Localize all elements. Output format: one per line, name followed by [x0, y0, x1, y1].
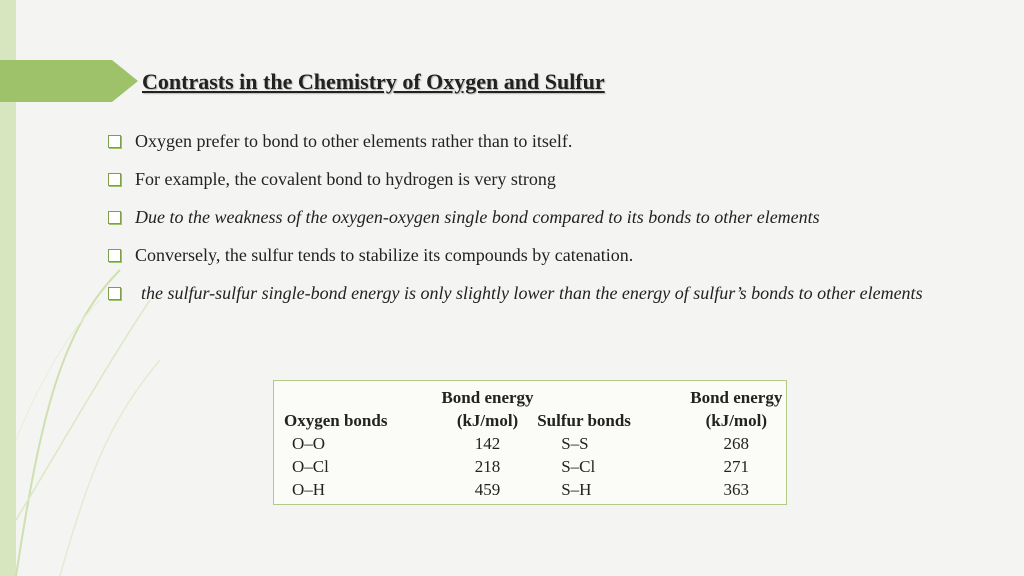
- bullet-item: [106, 274, 966, 312]
- bullet-item: [106, 160, 966, 198]
- oxygen-bond-cell: O–Cl: [292, 456, 329, 476]
- sulfur-energy-cell: 363: [723, 479, 750, 499]
- sulfur-energy-cell: 268: [723, 433, 750, 453]
- bullet-item: [106, 122, 966, 160]
- table-row: [280, 455, 786, 478]
- sulfur-energy-cell: 271: [723, 456, 750, 476]
- oxygen-bond-cell: O–O: [292, 433, 326, 453]
- bond-energy-table: [280, 386, 786, 501]
- title-accent-tab: [0, 60, 138, 102]
- header-bond-energy-sulfur: Bond energy: [690, 387, 783, 407]
- checkbox-square-icon: [108, 135, 121, 148]
- oxygen-energy-cell: 218: [474, 456, 501, 476]
- oxygen-energy-cell: 459: [474, 479, 501, 499]
- checkbox-square-icon: [108, 173, 121, 186]
- bullet-text: Conversely, the sulfur tends to stabilize its compounds by catenation.: [135, 245, 634, 265]
- checkbox-square-icon: [108, 287, 121, 300]
- bullet-text: the sulfur-sulfur single-bond energy is only slightly lower than the energy of sulfur’s bonds to other elements: [141, 283, 923, 303]
- checkbox-square-icon: [108, 249, 121, 262]
- sulfur-bond-cell: S–Cl: [561, 456, 596, 476]
- oxygen-energy-cell: 142: [474, 433, 501, 453]
- table-header-row: [280, 409, 786, 432]
- bullet-list: [106, 122, 966, 312]
- header-sulfur-bonds: Sulfur bonds: [537, 410, 631, 430]
- bullet-text: Due to the weakness of the oxygen-oxygen single bond compared to its bonds to other elements: [135, 207, 820, 227]
- sulfur-bond-cell: S–H: [561, 479, 592, 499]
- bullet-item: [106, 236, 966, 274]
- header-unit-oxygen: (kJ/mol): [456, 410, 519, 430]
- bullet-text: For example, the covalent bond to hydrogen is very strong: [135, 169, 556, 189]
- header-bond-energy-oxygen: Bond energy: [441, 387, 534, 407]
- bullet-text: Oxygen prefer to bond to other elements rather than to itself.: [135, 131, 573, 151]
- header-oxygen-bonds: Oxygen bonds: [284, 410, 388, 430]
- bond-energy-table-box: [273, 380, 787, 505]
- slide-title: Contrasts in the Chemistry of Oxygen and Sulfur: [142, 69, 605, 94]
- oxygen-bond-cell: O–H: [292, 479, 326, 499]
- table-header-row-top: [280, 386, 786, 409]
- table-row: [280, 432, 786, 455]
- table-row: [280, 478, 786, 501]
- header-unit-sulfur: (kJ/mol): [705, 410, 767, 430]
- sulfur-bond-cell: S–S: [561, 433, 589, 453]
- bullet-item: [106, 198, 966, 236]
- checkbox-square-icon: [108, 211, 121, 224]
